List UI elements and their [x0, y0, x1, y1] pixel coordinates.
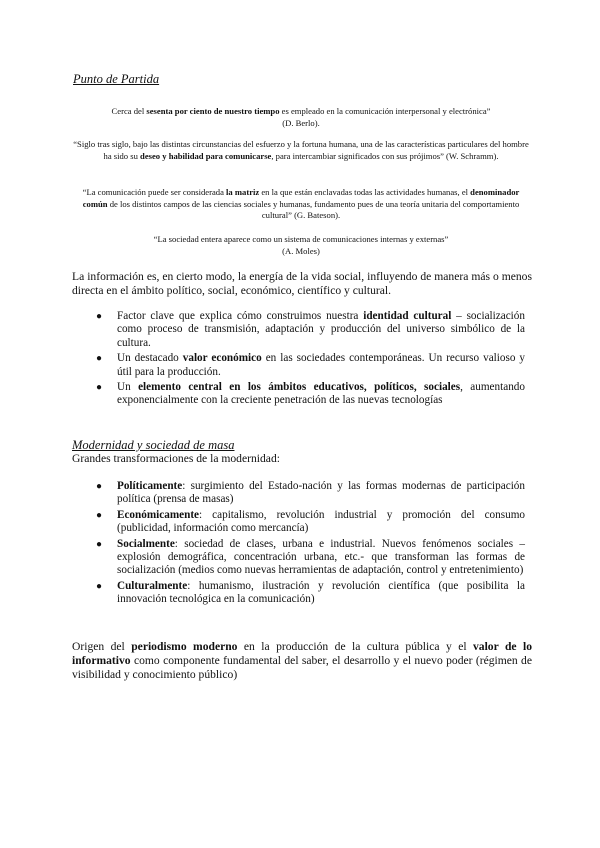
- bullet-icon: ●: [96, 538, 103, 550]
- item-text: : capitalismo, revolución industrial y promoción del consumo (publicidad, información como mercancía): [117, 508, 525, 535]
- closing-text: Origen del: [72, 640, 132, 653]
- item-text: : humanismo, ilustración y revolución científica (que posibilita la innovación tecnológica en la comunicación): [117, 579, 525, 606]
- item-text: en las sociedades contemporáneas. Un recurso valioso y útil para la producción.: [117, 352, 526, 378]
- intro-paragraph: La información es, en cierto modo, la energía de la vida social, influyendo de manera más o menos directa en el ámbito político, social, económico, científico y cultural.: [72, 270, 532, 297]
- quote-text: , para intercambiar significados con sus prójimos” (W. Schramm).: [271, 150, 499, 161]
- item-bold: identidad cultural: [363, 310, 452, 322]
- quote-bold: sesenta por ciento de nuestro tiempo: [146, 106, 280, 116]
- bullet-icon: ●: [96, 509, 103, 521]
- item-text: Un destacado: [117, 352, 183, 365]
- list-item: [96, 310, 525, 350]
- quote-text: es empleado en la comunicación interpersonal y electrónica”: [279, 106, 491, 116]
- item-bold: Socialmente: [117, 537, 175, 550]
- section-subtitle: Grandes transformaciones de la modernidad:: [72, 452, 280, 465]
- item-bold: Económicamente: [117, 508, 200, 521]
- list-information-roles: [96, 310, 526, 410]
- closing-bold: valor de lo informativo: [72, 640, 532, 667]
- item-text: – socialización como proceso de transmisión, adaptación y producción del universo simbólico de la cultura.: [117, 310, 525, 349]
- quote-bold: deseo y habilidad para comunicarse: [140, 150, 272, 161]
- item-text: : sociedad de clases, urbana e industrial. Nuevos fenómenos sociales –explosión demográfica, concentración urbana, etc.- que transforman las formas de socialización (medios como nuevas herramientas de adaptación, control y entretenimiento): [117, 537, 525, 577]
- quote-author: (A. Moles): [282, 245, 320, 256]
- bullet-icon: ●: [96, 353, 103, 365]
- item-text: Factor clave que explica cómo construimos nuestra: [117, 310, 364, 322]
- item-bold: Políticamente: [117, 480, 183, 492]
- quote-text: en la que están enclavadas todas las actividades humanas, el: [259, 187, 471, 197]
- closing-paragraph: [72, 640, 532, 682]
- list-transformations: [96, 480, 525, 609]
- list-item: [96, 537, 525, 578]
- closing-text: como componente fundamental del saber, el desarrollo y el nuevo poder (régimen de visibilidad y conocimiento público): [72, 654, 532, 681]
- quote-author: (D. Berlo).: [282, 117, 320, 128]
- closing-text: en la producción de la cultura pública y el: [237, 640, 473, 653]
- item-text: Un: [117, 381, 139, 394]
- item-bold: elemento central en los ámbitos educativos, políticos, sociales: [138, 381, 461, 394]
- item-text: : surgimiento del Estado-nación y las formas modernas de participación política (prensa de masas): [117, 480, 525, 506]
- bullet-icon: ●: [96, 382, 103, 394]
- list-item: [96, 381, 525, 408]
- item-text: , aumentando exponencialmente con la creciente penetración de las nuevas tecnologías: [117, 381, 525, 407]
- item-bold: valor económico: [182, 352, 262, 365]
- quote-text: de los distintos campos de las ciencias sociales y humanas, fundamento pues de una teoría unitaria del comportamiento cultural” (G. Bateson).: [107, 198, 520, 220]
- quote-text: “Siglo tras siglo, bajo las distintas circunstancias del esfuerzo y la fortuna humana, una de las características particulares del hombre ha sido su: [73, 139, 529, 161]
- bullet-icon: ●: [96, 580, 103, 592]
- list-item: [96, 579, 525, 607]
- quote-bold: la matriz: [226, 187, 260, 197]
- quote-bateson: [70, 187, 532, 222]
- list-item: [96, 480, 525, 507]
- quote-bold: denominador común: [82, 187, 520, 209]
- bullet-icon: ●: [96, 481, 103, 492]
- bullet-icon: ●: [96, 311, 103, 322]
- quote-text: “La comunicación puede ser considerada: [82, 187, 227, 197]
- quote-moles: [70, 234, 532, 257]
- quote-text: Cerca del: [111, 106, 147, 116]
- list-item: [96, 508, 525, 536]
- section-title-modernidad: Modernidad y sociedad de masa: [72, 438, 235, 452]
- closing-bold: periodismo moderno: [131, 640, 238, 653]
- quote-berlo: [70, 106, 532, 129]
- item-bold: Culturalmente: [117, 579, 188, 592]
- section-title-punto-de-partida: Punto de Partida: [73, 72, 160, 86]
- quote-text: “La sociedad entera aparece como un sistema de comunicaciones internas y externas”: [153, 234, 449, 244]
- quote-schramm: [70, 139, 532, 162]
- list-item: [96, 352, 526, 379]
